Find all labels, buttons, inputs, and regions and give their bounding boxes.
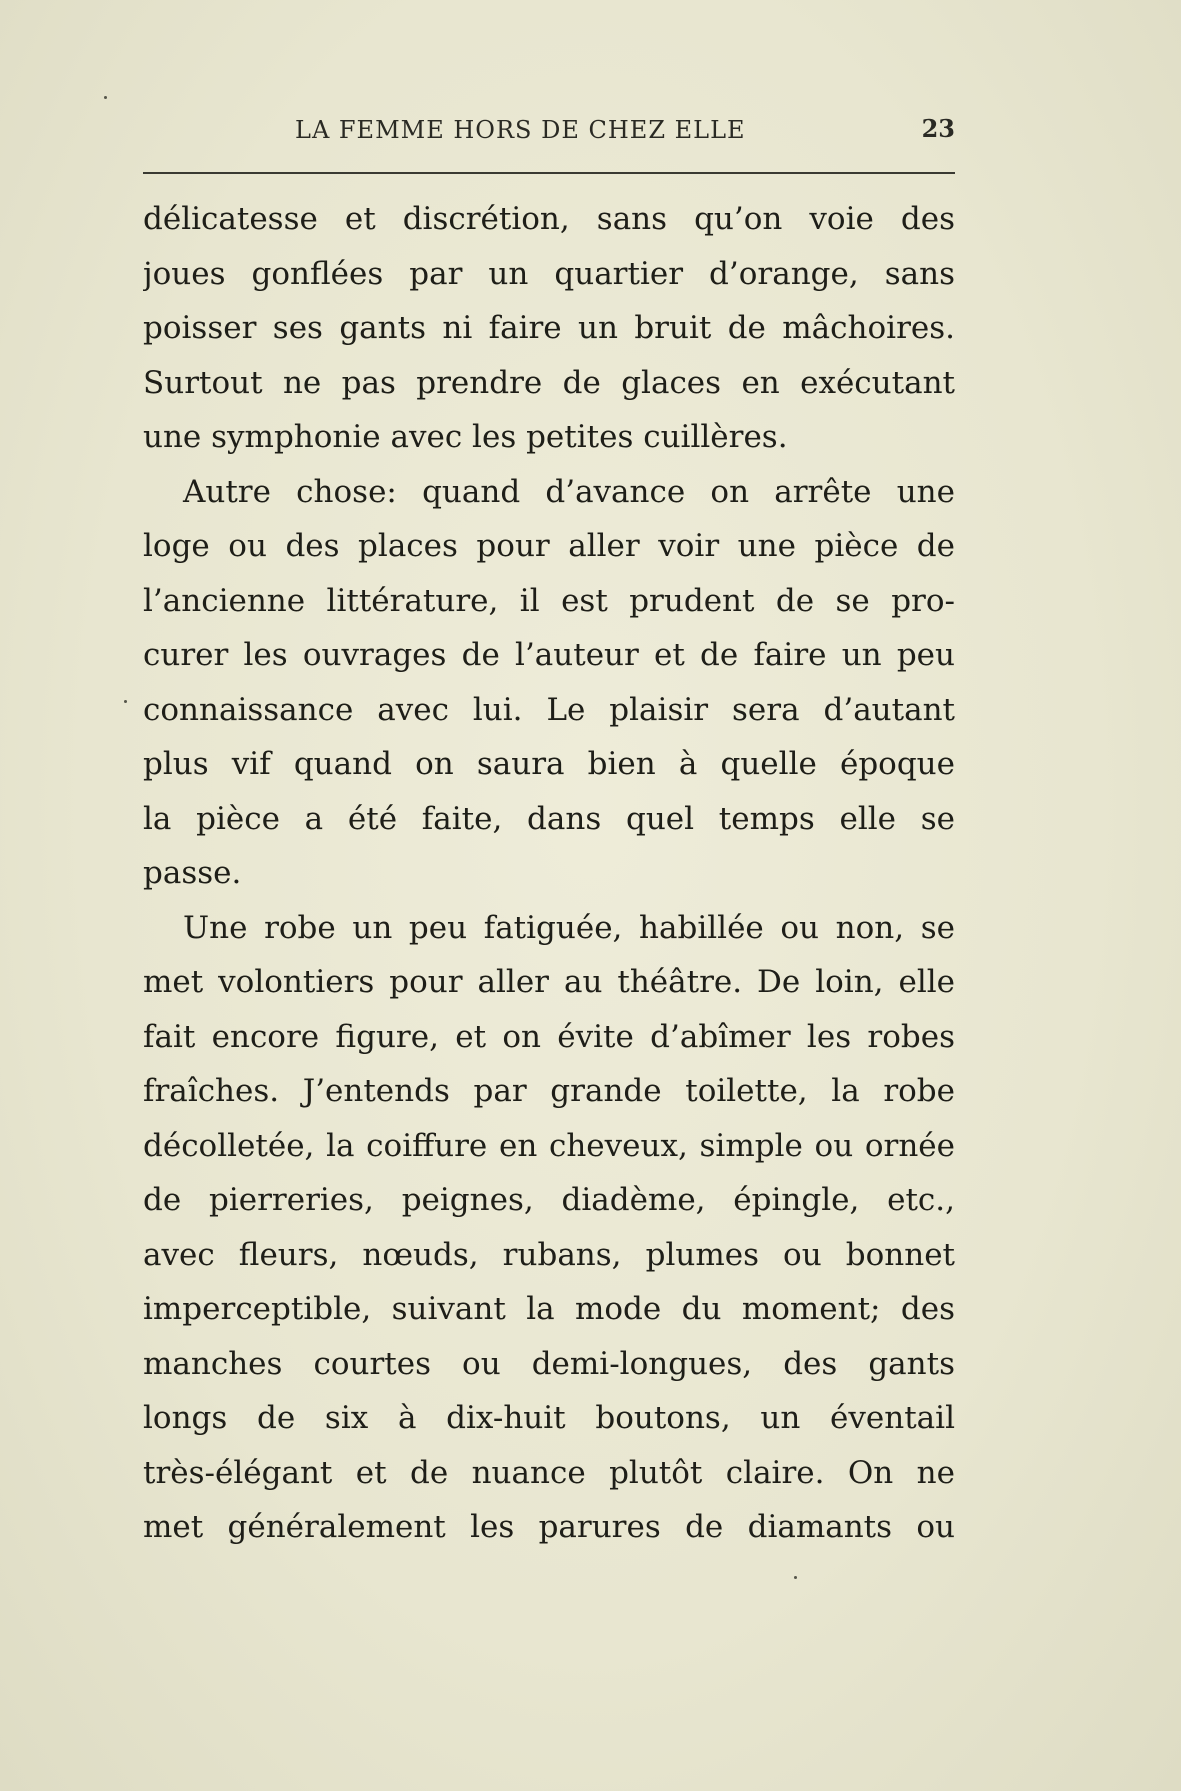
page-number: 23: [921, 114, 955, 143]
text-line: une symphonie avec les petites cuillères.: [143, 419, 788, 455]
text-line: très-élégant et de nuance plutôt claire. On ne: [143, 1454, 955, 1491]
paper-speck: [104, 96, 107, 99]
text-line: longs de six à dix-huit boutons, un éventail: [143, 1400, 955, 1436]
text-line: loge ou des places pour aller voir une pièce de: [143, 528, 955, 564]
text-line: Surtout ne pas prendre de glaces en exécutant: [143, 364, 955, 401]
text-line: Autre chose: quand d’avance on arrête une: [183, 473, 955, 510]
text-line: imperceptible, suivant la mode du moment; des: [143, 1291, 955, 1327]
text-line: de pierreries, peignes, diadème, épingle, etc.,: [143, 1182, 955, 1218]
text-line: avec fleurs, nœuds, rubans, plumes ou bonnet: [143, 1236, 955, 1273]
text-line: fraîches. J’entends par grande toilette, la robe: [143, 1073, 955, 1109]
body-text: [143, 192, 955, 1555]
text-line: passe.: [143, 855, 242, 891]
header-rule: [143, 172, 955, 174]
text-line: Une robe un peu fatiguée, habillée ou non, se: [183, 909, 955, 946]
text-line: connaissance avec lui. Le plaisir sera d’autant: [143, 691, 955, 728]
page-header: [143, 112, 955, 152]
text-line: met généralement les parures de diamants ou: [143, 1509, 955, 1545]
text-line: curer les ouvrages de l’auteur et de faire un peu: [143, 637, 955, 673]
paper-speck: [794, 1576, 797, 1579]
running-title: LA FEMME HORS DE CHEZ ELLE: [295, 116, 746, 144]
text-line: poisser ses gants ni faire un bruit de mâchoires.: [143, 310, 955, 346]
text-line: la pièce a été faite, dans quel temps elle se: [143, 800, 955, 837]
text-line: manches courtes ou demi-longues, des gants: [143, 1345, 955, 1382]
text-line: délicatesse et discrétion, sans qu’on voie des: [143, 201, 955, 237]
text-line: l’ancienne littérature, il est prudent de se pro-: [143, 582, 955, 619]
paper-speck: [124, 700, 127, 703]
text-line: fait encore figure, et on évite d’abîmer les robes: [143, 1018, 955, 1055]
text-line: décolletée, la coiffure en cheveux, simple ou ornée: [143, 1127, 955, 1164]
text-line: met volontiers pour aller au théâtre. De loin, elle: [143, 964, 955, 1000]
text-line: joues gonflées par un quartier d’orange, sans: [143, 255, 955, 292]
text-line: plus vif quand on saura bien à quelle époque: [143, 746, 955, 782]
